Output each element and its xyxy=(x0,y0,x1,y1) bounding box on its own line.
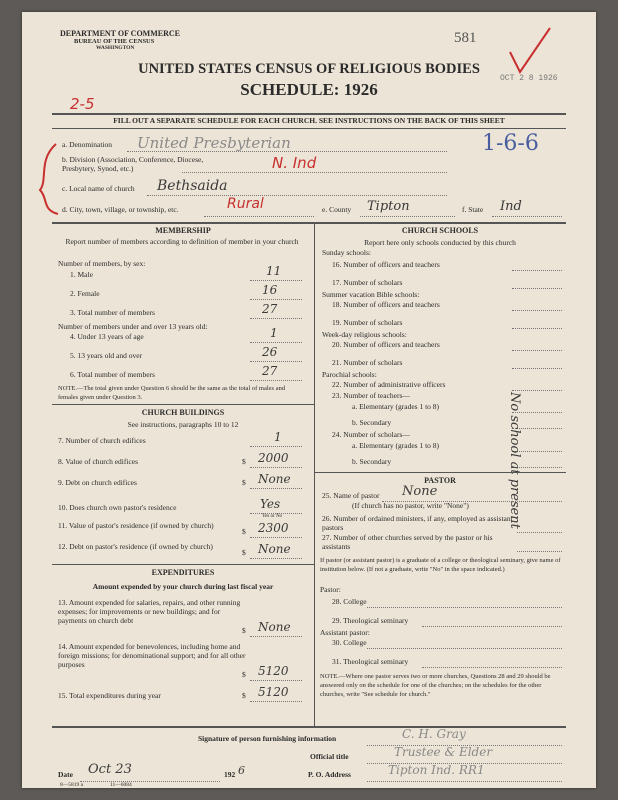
q1-label: 1. Male xyxy=(70,270,93,279)
q5-value: 26 xyxy=(262,345,278,359)
city-town-label: d. City, town, village, or township, etc. xyxy=(62,205,179,214)
county-label: e. County xyxy=(322,205,352,214)
q15-value: 5120 xyxy=(258,685,289,699)
parochial-schools-label: Parochial schools: xyxy=(322,370,377,379)
q13-dollar: $ xyxy=(242,626,246,635)
form-subtitle: SCHEDULE: 1926 xyxy=(240,80,378,99)
schools-intro: Report here only schools conducted by this church xyxy=(364,238,516,247)
expenditures-heading: EXPENDITURES xyxy=(151,568,215,577)
church-name-value: Bethsaida xyxy=(157,178,228,194)
q8-label: 8. Value of church edifices xyxy=(58,457,139,466)
q24-label: 24. Number of scholars— xyxy=(332,430,410,439)
bureau-label: BUREAU OF THE CENSUS xyxy=(74,38,155,45)
membership-note: NOTE.—The total given under Question 6 should be the same as the total of males and females given under Question 3. xyxy=(58,385,286,401)
summer-schools-label: Summer vacation Bible schools: xyxy=(322,290,420,299)
q14-value: 5120 xyxy=(258,664,289,678)
q4-value: 1 xyxy=(270,326,278,340)
pastor-heading: PASTOR xyxy=(424,476,456,485)
q23-label: 23. Number of teachers— xyxy=(332,391,410,400)
q3-label: 3. Total number of members xyxy=(70,308,155,317)
division-label: b. Division (Association, Conference, Diocese, Presbytery, Synod, etc.) xyxy=(62,155,204,173)
q22-label: 22. Number of administrative officers xyxy=(332,380,446,389)
buildings-heading: CHURCH BUILDINGS xyxy=(141,408,225,417)
q8-value: 2000 xyxy=(258,451,289,465)
form-instruction: FILL OUT A SEPARATE SCHEDULE FOR EACH CHURCH. SEE INSTRUCTIONS ON THE BACK OF THIS SHEET xyxy=(113,116,505,125)
sunday-schools-label: Sunday schools: xyxy=(322,248,371,257)
po-address-label: P. O. Address xyxy=(308,770,351,779)
q7-label: 7. Number of church edifices xyxy=(58,436,146,445)
received-date-stamp: OCT 2 8 1926 xyxy=(500,74,558,83)
graduate-note: If pastor (or assistant pastor) is a graduate of a college or theological seminary, give name of institution below. (If not a graduate, write "No" in the space indicated.) xyxy=(320,557,561,573)
q15-dollar: $ xyxy=(242,691,246,700)
membership-intro: Report number of members according to definition of member in your church xyxy=(65,237,299,246)
q30-label: 30. College xyxy=(332,638,367,647)
date-label: Date xyxy=(58,770,73,779)
denomination-value: United Presbyterian xyxy=(137,134,291,152)
county-value: Tipton xyxy=(367,199,410,214)
q23a-label: a. Elementary (grades 1 to 8) xyxy=(352,402,440,411)
denomination-label: a. Denomination xyxy=(62,140,112,149)
q27-label: 27. Number of other churches served by the pastor or his assistants xyxy=(322,533,493,551)
members-by-age-label: Number of members under and over 13 years old: xyxy=(58,322,208,331)
q20-label: 20. Number of officers and teachers xyxy=(332,340,440,349)
q17-label: 17. Number of scholars xyxy=(332,278,403,287)
po-address-value: Tipton Ind. RR1 xyxy=(388,763,485,777)
q15-label: 15. Total expenditures during year xyxy=(58,691,161,700)
q9-value: None xyxy=(258,472,291,486)
red-bracket-mark xyxy=(34,140,64,218)
q2-value: 16 xyxy=(262,283,278,297)
schools-heading: CHURCH SCHOOLS xyxy=(401,226,479,235)
q21-label: 21. Number of scholars xyxy=(332,358,403,367)
q16-label: 16. Number of officers and teachers xyxy=(332,260,440,269)
q12-dollar: $ xyxy=(242,548,246,557)
q24b-label: b. Secondary xyxy=(352,457,392,466)
q13-label: 13. Amount expended for salaries, repairs, and other running expenses; for improvements or new buildings; and for payments on church debt xyxy=(58,598,241,625)
expenditures-intro: Amount expended by your church during last fiscal year xyxy=(92,582,274,591)
official-title-value: Trustee & Elder xyxy=(394,745,493,759)
city-label: WASHINGTON xyxy=(96,45,135,51)
q25-value: None xyxy=(402,484,438,499)
denomination-code: 1-6-6 xyxy=(482,131,539,156)
q6-label: 6. Total number of members xyxy=(70,370,155,379)
q8-dollar: $ xyxy=(242,457,246,466)
q11-value: 2300 xyxy=(258,521,289,535)
yes-or-no-hint: Yes or No xyxy=(262,514,283,519)
red-code-mark: 2-5 xyxy=(70,95,95,113)
form-title: UNITED STATES CENSUS OF RELIGIOUS BODIES xyxy=(138,61,480,77)
assistant-pastor-label: Assistant pastor: xyxy=(320,628,370,637)
department-label: DEPARTMENT OF COMMERCE xyxy=(60,29,181,38)
q10-label: 10. Does church own pastor's residence xyxy=(58,503,177,512)
q24a-label: a. Elementary (grades 1 to 8) xyxy=(352,441,440,450)
q29-label: 29. Theological seminary xyxy=(332,616,409,625)
q7-value: 1 xyxy=(274,430,282,444)
q19-label: 19. Number of scholars xyxy=(332,318,403,327)
schedule-number: 581 xyxy=(454,30,477,46)
form-number: 8—5819 a xyxy=(60,782,84,788)
q25-note: (If church has no pastor, write "None") xyxy=(352,501,469,510)
q14-label: 14. Amount expended for benevolences, including home and foreign missions; for denominational support; and for all other purposes xyxy=(58,642,246,669)
q14-dollar: $ xyxy=(242,670,246,679)
q12-label: 12. Debt on pastor's residence (if owned by church) xyxy=(58,542,213,551)
state-value: Ind xyxy=(500,199,522,214)
q1-value: 11 xyxy=(266,264,282,278)
church-name-label: c. Local name of church xyxy=(62,184,135,193)
year-digit-value: 6 xyxy=(238,764,245,777)
q28-label: 28. College xyxy=(332,597,367,606)
q13-value: None xyxy=(258,620,291,634)
q12-value: None xyxy=(258,542,291,556)
q11-dollar: $ xyxy=(242,527,246,536)
pastor-note: NOTE.—Where one pastor serves two or more churches, Questions 28 and 29 should be answered only on the schedule for one of the churches; on the schedules for the other churches, write "See schedule for church." xyxy=(320,673,551,698)
q31-label: 31. Theological seminary xyxy=(332,657,409,666)
city-town-value: Rural xyxy=(227,196,264,212)
q9-label: 9. Debt on church edifices xyxy=(58,478,137,487)
division-value: N. Ind xyxy=(272,154,317,172)
q4-label: 4. Under 13 years of age xyxy=(70,332,144,341)
date-value: Oct 23 xyxy=(88,762,132,777)
q2-label: 2. Female xyxy=(70,289,100,298)
q5-label: 5. 13 years old and over xyxy=(70,351,143,360)
year-label: 192 xyxy=(224,770,236,779)
q11-label: 11. Value of pastor's residence (if owned by church) xyxy=(58,521,214,530)
pastor-label: Pastor: xyxy=(320,585,341,594)
census-schedule-sheet xyxy=(22,12,596,788)
state-label: f. State xyxy=(462,205,484,214)
signature-label: Signature of person furnishing information xyxy=(198,734,337,743)
q10-value: Yes xyxy=(260,497,281,511)
q23b-label: b. Secondary xyxy=(352,418,392,427)
q18-label: 18. Number of officers and teachers xyxy=(332,300,440,309)
signature-value: C. H. Gray xyxy=(402,727,466,741)
q25-label: 25. Name of pastor xyxy=(322,491,380,500)
weekday-schools-label: Week-day religious schools: xyxy=(322,330,407,339)
official-title-label: Official title xyxy=(310,752,349,761)
q26-label: 26. Number of ordained ministers, if any, employed as assistant pastors xyxy=(322,514,513,532)
q6-value: 27 xyxy=(262,364,278,378)
schools-handwritten-note: No school at present xyxy=(507,392,522,529)
membership-heading: MEMBERSHIP xyxy=(155,226,211,235)
q3-value: 27 xyxy=(262,302,278,316)
print-number: 11—6084 xyxy=(110,782,132,788)
members-by-sex-label: Number of members, by sex: xyxy=(58,259,146,268)
q9-dollar: $ xyxy=(242,478,246,487)
buildings-intro: See instructions, paragraphs 10 to 12 xyxy=(127,420,239,429)
